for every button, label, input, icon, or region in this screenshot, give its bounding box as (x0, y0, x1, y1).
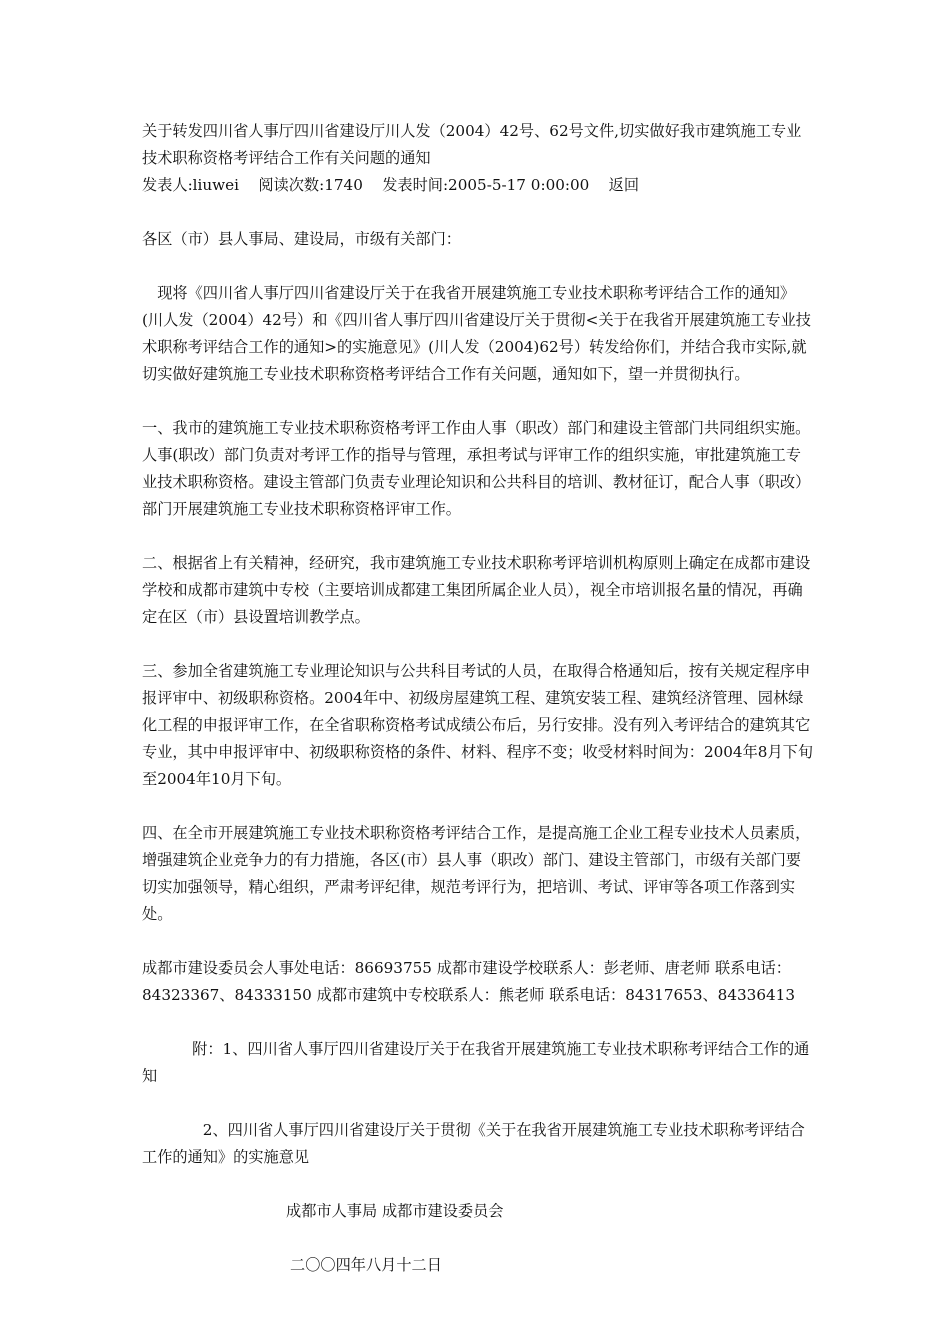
section-4: 四、在全市开展建筑施工专业技术职称资格考评结合工作，是提高施工企业工程专业技术人员素质，增强建筑企业竞争力的有力措施，各区(市）县人事（职改）部门、建设主管部门，市级有关部门要切实加强领导，精心组织，严肃考评纪律，规范考评行为，把培训、考试、评审等各项工作落到实处。 (142, 824, 811, 923)
back-link[interactable]: 返回 (608, 176, 640, 194)
author-label: 发表人:liuwei (142, 176, 240, 194)
section-3: 三、参加全省建筑施工专业理论知识与公共科目考试的人员，在取得合格通知后，按有关规定程序申报评审中、初级职称资格。2004年中、初级房屋建筑工程、建筑安装工程、建筑经济管理、园林绿化工程的申报评审工作，在全省职称资格考试成绩公布后，另行安排。没有列入考评结合的建筑其它专业，其中申报评审中、初级职称资格的条件、材料、程序不变；收受材料时间为：2004年8月下旬至2004年10月下旬。 (142, 662, 814, 788)
section-2: 二、根据省上有关精神，经研究，我市建筑施工专业技术职称考评培训机构原则上确定在成都市建设学校和成都市建筑中专校（主要培训成都建工集团所属企业人员），视全市培训报名量的情况，再确定在区（市）县设置培训教学点。 (142, 554, 811, 626)
section-1: 一、我市的建筑施工专业技术职称资格考评工作由人事（职改）部门和建设主管部门共同组织实施。人事(职改）部门负责对考评工作的指导与管理，承担考试与评审工作的组织实施，审批建筑施工专业技术职称资格。建设主管部门负责专业理论知识和公共科目的培训、教材征订，配合人事（职改）部门开展建筑施工专业技术职称资格评审工作。 (142, 419, 811, 518)
document-meta (142, 172, 814, 199)
signer: 成都市人事局 成都市建设委员会 (286, 1202, 504, 1220)
attachment-1: 附：1、四川省人事厅四川省建设厅关于在我省开展建筑施工专业技术职称考评结合工作的通知 (142, 1040, 810, 1085)
attachment-2: 2、四川省人事厅四川省建设厅关于贯彻《关于在我省开展建筑施工专业技术职称考评结合工作的通知》的实施意见 (142, 1121, 805, 1166)
document-title: 关于转发四川省人事厅四川省建设厅川人发（2004）42号、62号文件,切实做好我市建筑施工专业技术职称资格考评结合工作有关问题的通知 (142, 122, 802, 167)
salutation: 各区（市）县人事局、建设局，市级有关部门： (142, 230, 461, 248)
document-page (142, 118, 814, 1279)
document-date: 二〇〇四年八月十二日 (290, 1256, 442, 1274)
intro-paragraph: 现将《四川省人事厅四川省建设厅关于在我省开展建筑施工专业技术职称考评结合工作的通知》(川人发（2004）42号）和《四川省人事厅四川省建设厅关于贯彻<关于在我省开展建筑施工专业技术职称考评结合工作的通知>的实施意见》(川人发（2004)62号）转发给你们，并结合我市实际,就切实做好建筑施工专业技术职称资格考评结合工作有关问题，通知如下，望一并贯彻执行。 (142, 284, 811, 383)
views-label: 阅读次数:1740 (258, 176, 363, 194)
contact-info: 成都市建设委员会人事处电话：86693755 成都市建设学校联系人：彭老师、唐老师 联系电话：84323367、84333150 成都市建筑中专校联系人：熊老师 联系电话：84317653、84336413 (142, 959, 795, 1004)
publish-time-label: 发表时间:2005-5-17 0:00:00 (382, 176, 590, 194)
